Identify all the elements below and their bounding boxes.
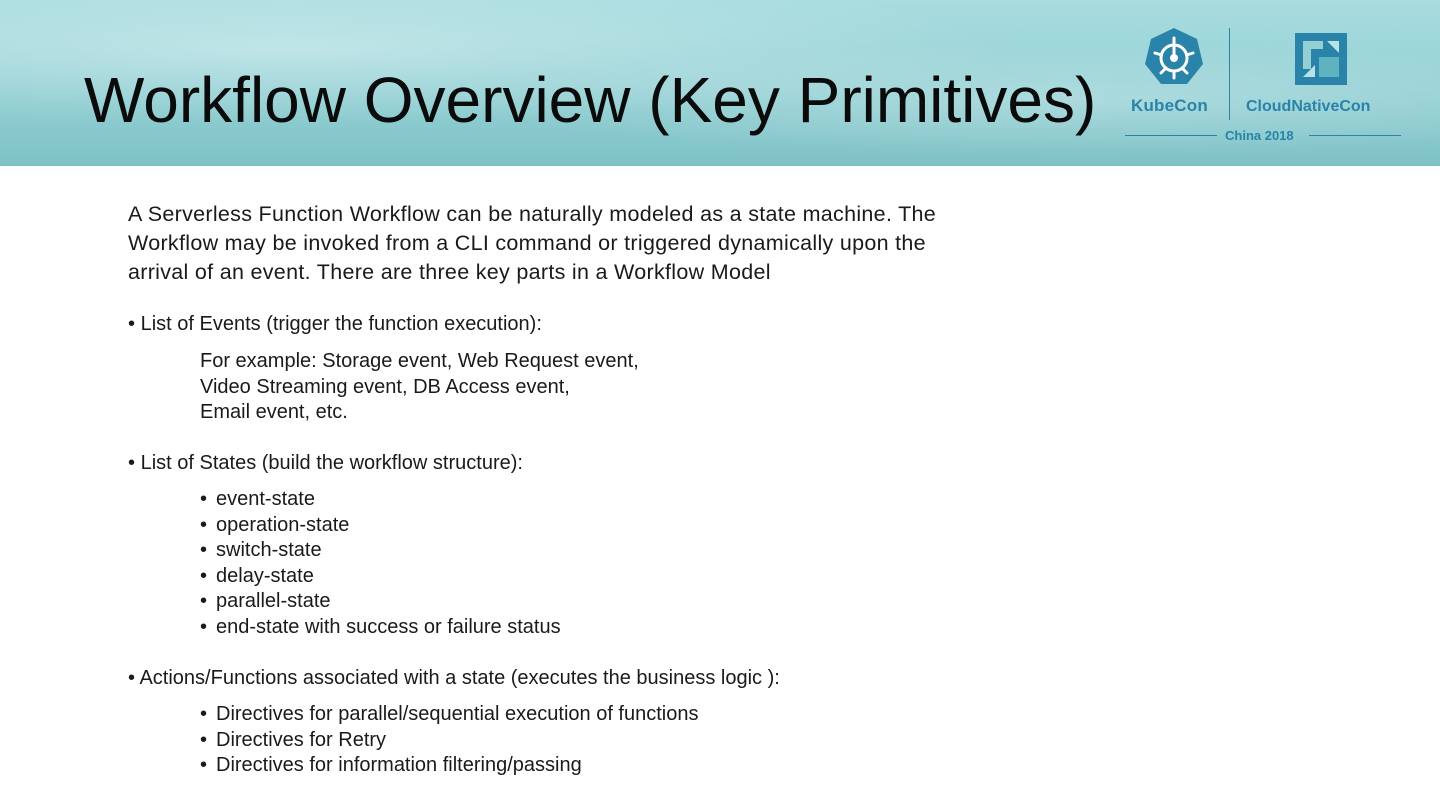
events-examples: [200, 349, 639, 426]
example-line: Video Streaming event, DB Access event,: [200, 375, 570, 398]
logo-divider: [1229, 28, 1230, 120]
events-heading: [128, 311, 542, 337]
actions-heading-text: Actions/Functions associated with a state (executes the business logic ):: [139, 667, 780, 689]
states-heading: [128, 450, 523, 476]
action-item-text: Directives for Retry: [216, 728, 387, 751]
bullet: •: [200, 728, 208, 751]
bullet: •: [200, 564, 208, 587]
intro-line: A Serverless Function Workflow can be naturally modeled as a state machine. The: [128, 202, 937, 226]
events-heading-text: List of Events (trigger the function execution):: [140, 313, 542, 335]
action-item-text: Directives for parallel/sequential execution of functions: [216, 703, 699, 725]
list-item: [200, 538, 561, 564]
state-item-text: delay-state: [216, 564, 314, 587]
list-item: [200, 513, 561, 539]
example-line: For example: Storage event, Web Request event,: [200, 350, 639, 372]
bullet: •: [200, 615, 208, 638]
bullet: •: [200, 513, 208, 536]
bullet: •: [200, 590, 208, 612]
kubecon-wordmark: KubeCon: [1131, 96, 1208, 115]
cloudnativecon-wordmark: CloudNativeCon: [1246, 98, 1371, 115]
conference-logos: [1125, 26, 1415, 151]
intro-line: Workflow may be invoked from a CLI command or triggered dynamically upon the: [128, 231, 926, 255]
state-item-text: operation-state: [216, 513, 350, 536]
state-item-text: parallel-state: [216, 590, 331, 612]
bullet: •: [128, 452, 136, 474]
event-rule-right: [1309, 135, 1401, 136]
bullet: •: [200, 539, 208, 561]
event-rule-left: [1125, 135, 1217, 136]
intro-line: arrival of an event. There are three key parts in a Workflow Model: [128, 260, 771, 284]
bullet: •: [200, 754, 208, 776]
actions-heading: [128, 665, 780, 691]
list-item: [200, 728, 698, 754]
state-item-text: end-state with success or failure status: [216, 615, 561, 638]
intro-paragraph: [128, 200, 1278, 287]
list-item: [200, 702, 698, 728]
list-item: [200, 589, 561, 615]
actions-list: [200, 702, 698, 779]
bullet: •: [200, 488, 208, 510]
bullet: •: [128, 313, 136, 335]
slide-title: Workflow Overview (Key Primitives): [84, 64, 1097, 136]
list-item: [200, 487, 561, 513]
state-item-text: switch-state: [216, 539, 322, 561]
list-item: [200, 615, 561, 641]
states-heading-text: List of States (build the workflow structure):: [140, 452, 523, 474]
list-item: [200, 753, 698, 779]
states-list: [200, 487, 561, 640]
kubernetes-helm-icon: [1143, 26, 1205, 88]
bullet: •: [200, 703, 208, 725]
slide-header: [0, 0, 1440, 166]
bullet: •: [128, 667, 136, 689]
slide-body: [0, 166, 1440, 810]
example-line: Email event, etc.: [200, 401, 348, 423]
state-item-text: event-state: [216, 488, 315, 510]
cncf-icon: [1293, 31, 1349, 87]
event-label: China 2018: [1225, 128, 1294, 143]
action-item-text: Directives for information filtering/passing: [216, 754, 582, 776]
list-item: [200, 564, 561, 590]
